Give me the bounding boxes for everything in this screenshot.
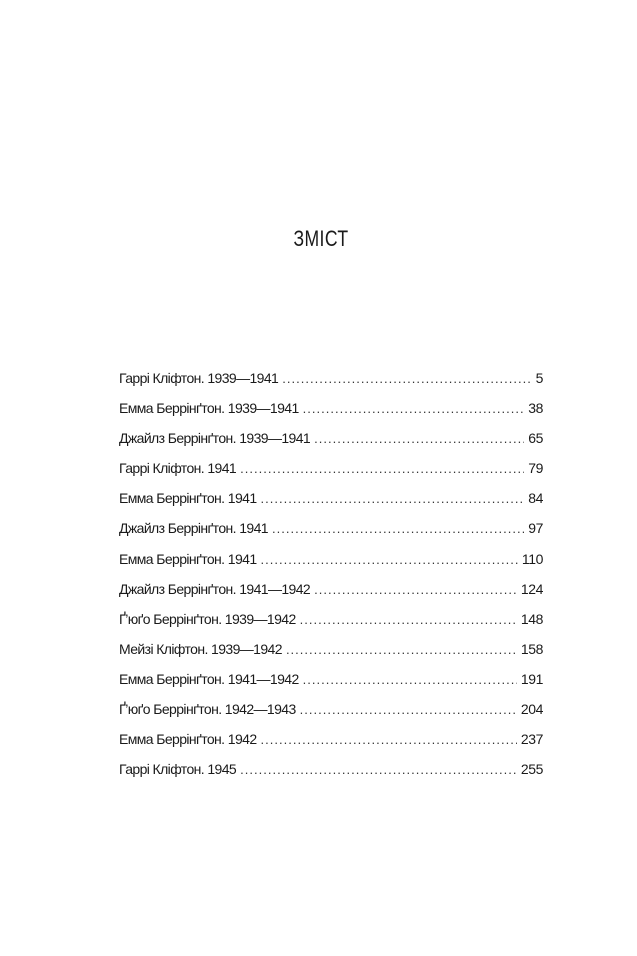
toc-entry-label: Емма Беррінґтон. 1941—1942: [119, 670, 299, 687]
dot-leader: [261, 549, 518, 571]
toc-entry-page-number: 255: [520, 761, 543, 778]
toc-entry-page-number: 110: [521, 550, 543, 567]
toc-entry: [119, 457, 543, 487]
toc-entry-page-number: 65: [528, 430, 543, 447]
toc-entry: [119, 578, 543, 608]
toc-entry-page-number: 204: [520, 701, 543, 718]
toc-entry-label: Ґ’юґо Беррінґтон. 1942—1943: [119, 701, 296, 718]
toc-entry-label: Емма Беррінґтон. 1941: [119, 550, 257, 567]
toc-entry: [119, 487, 543, 517]
toc-entry-page-number: 237: [520, 731, 543, 748]
toc-entry: [119, 608, 543, 638]
toc-entry-label: Ґ’юґо Беррінґтон. 1939—1942: [119, 610, 296, 627]
toc-entry-page-number: 124: [520, 580, 543, 597]
toc-entry-page-number: 5: [535, 370, 543, 386]
toc-entry: [119, 397, 543, 427]
toc-entry-label: Джайлз Беррінґтон. 1941—1942: [119, 580, 311, 597]
toc-entry-label: Гаррі Кліфтон. 1945: [119, 761, 237, 778]
toc-entry: [119, 698, 543, 728]
toc-entry: [119, 548, 543, 578]
dot-leader: [314, 579, 517, 601]
dot-leader: [314, 428, 524, 450]
toc-entry: [119, 517, 543, 547]
page-title: ЗМІСТ: [293, 226, 349, 251]
toc-entry-label: Емма Беррінґтон. 1939—1941: [119, 400, 299, 417]
toc-entry: [119, 367, 543, 397]
dot-leader: [282, 368, 531, 390]
toc-entry-label: Джайлз Беррінґтон. 1941: [119, 520, 268, 537]
toc-entry-label: Гаррі Кліфтон. 1941: [119, 460, 237, 477]
toc-entry-page-number: 97: [528, 520, 543, 537]
dot-leader: [261, 488, 525, 510]
toc-entry-page-number: 79: [528, 460, 543, 477]
toc-entry: [119, 427, 543, 457]
toc-entry-label: Емма Беррінґтон. 1942: [119, 731, 257, 748]
dot-leader: [261, 729, 517, 751]
dot-leader: [240, 759, 517, 781]
dot-leader: [303, 669, 517, 691]
toc-entry-label: Гаррі Кліфтон. 1939—1941: [119, 370, 279, 386]
dot-leader: [240, 458, 524, 480]
toc-entry-page-number: 191: [520, 670, 543, 687]
toc-entry-page-number: 148: [520, 610, 543, 627]
toc-entry: [119, 758, 543, 788]
table-of-contents: [119, 367, 543, 788]
toc-entry-page-number: 84: [528, 490, 543, 507]
dot-leader: [300, 699, 517, 721]
dot-leader: [300, 609, 517, 631]
dot-leader: [272, 518, 524, 540]
toc-entry-label: Мейзі Кліфтон. 1939—1942: [119, 640, 282, 657]
toc-entry-page-number: 38: [528, 400, 543, 417]
toc-entry: [119, 728, 543, 758]
toc-entry-label: Джайлз Беррінґтон. 1939—1941: [119, 430, 311, 447]
toc-entry-label: Емма Беррінґтон. 1941: [119, 490, 257, 507]
toc-entry: [119, 638, 543, 668]
dot-leader: [303, 398, 525, 420]
toc-entry-page-number: 158: [520, 640, 543, 657]
toc-entry: [119, 668, 543, 698]
dot-leader: [286, 639, 517, 661]
